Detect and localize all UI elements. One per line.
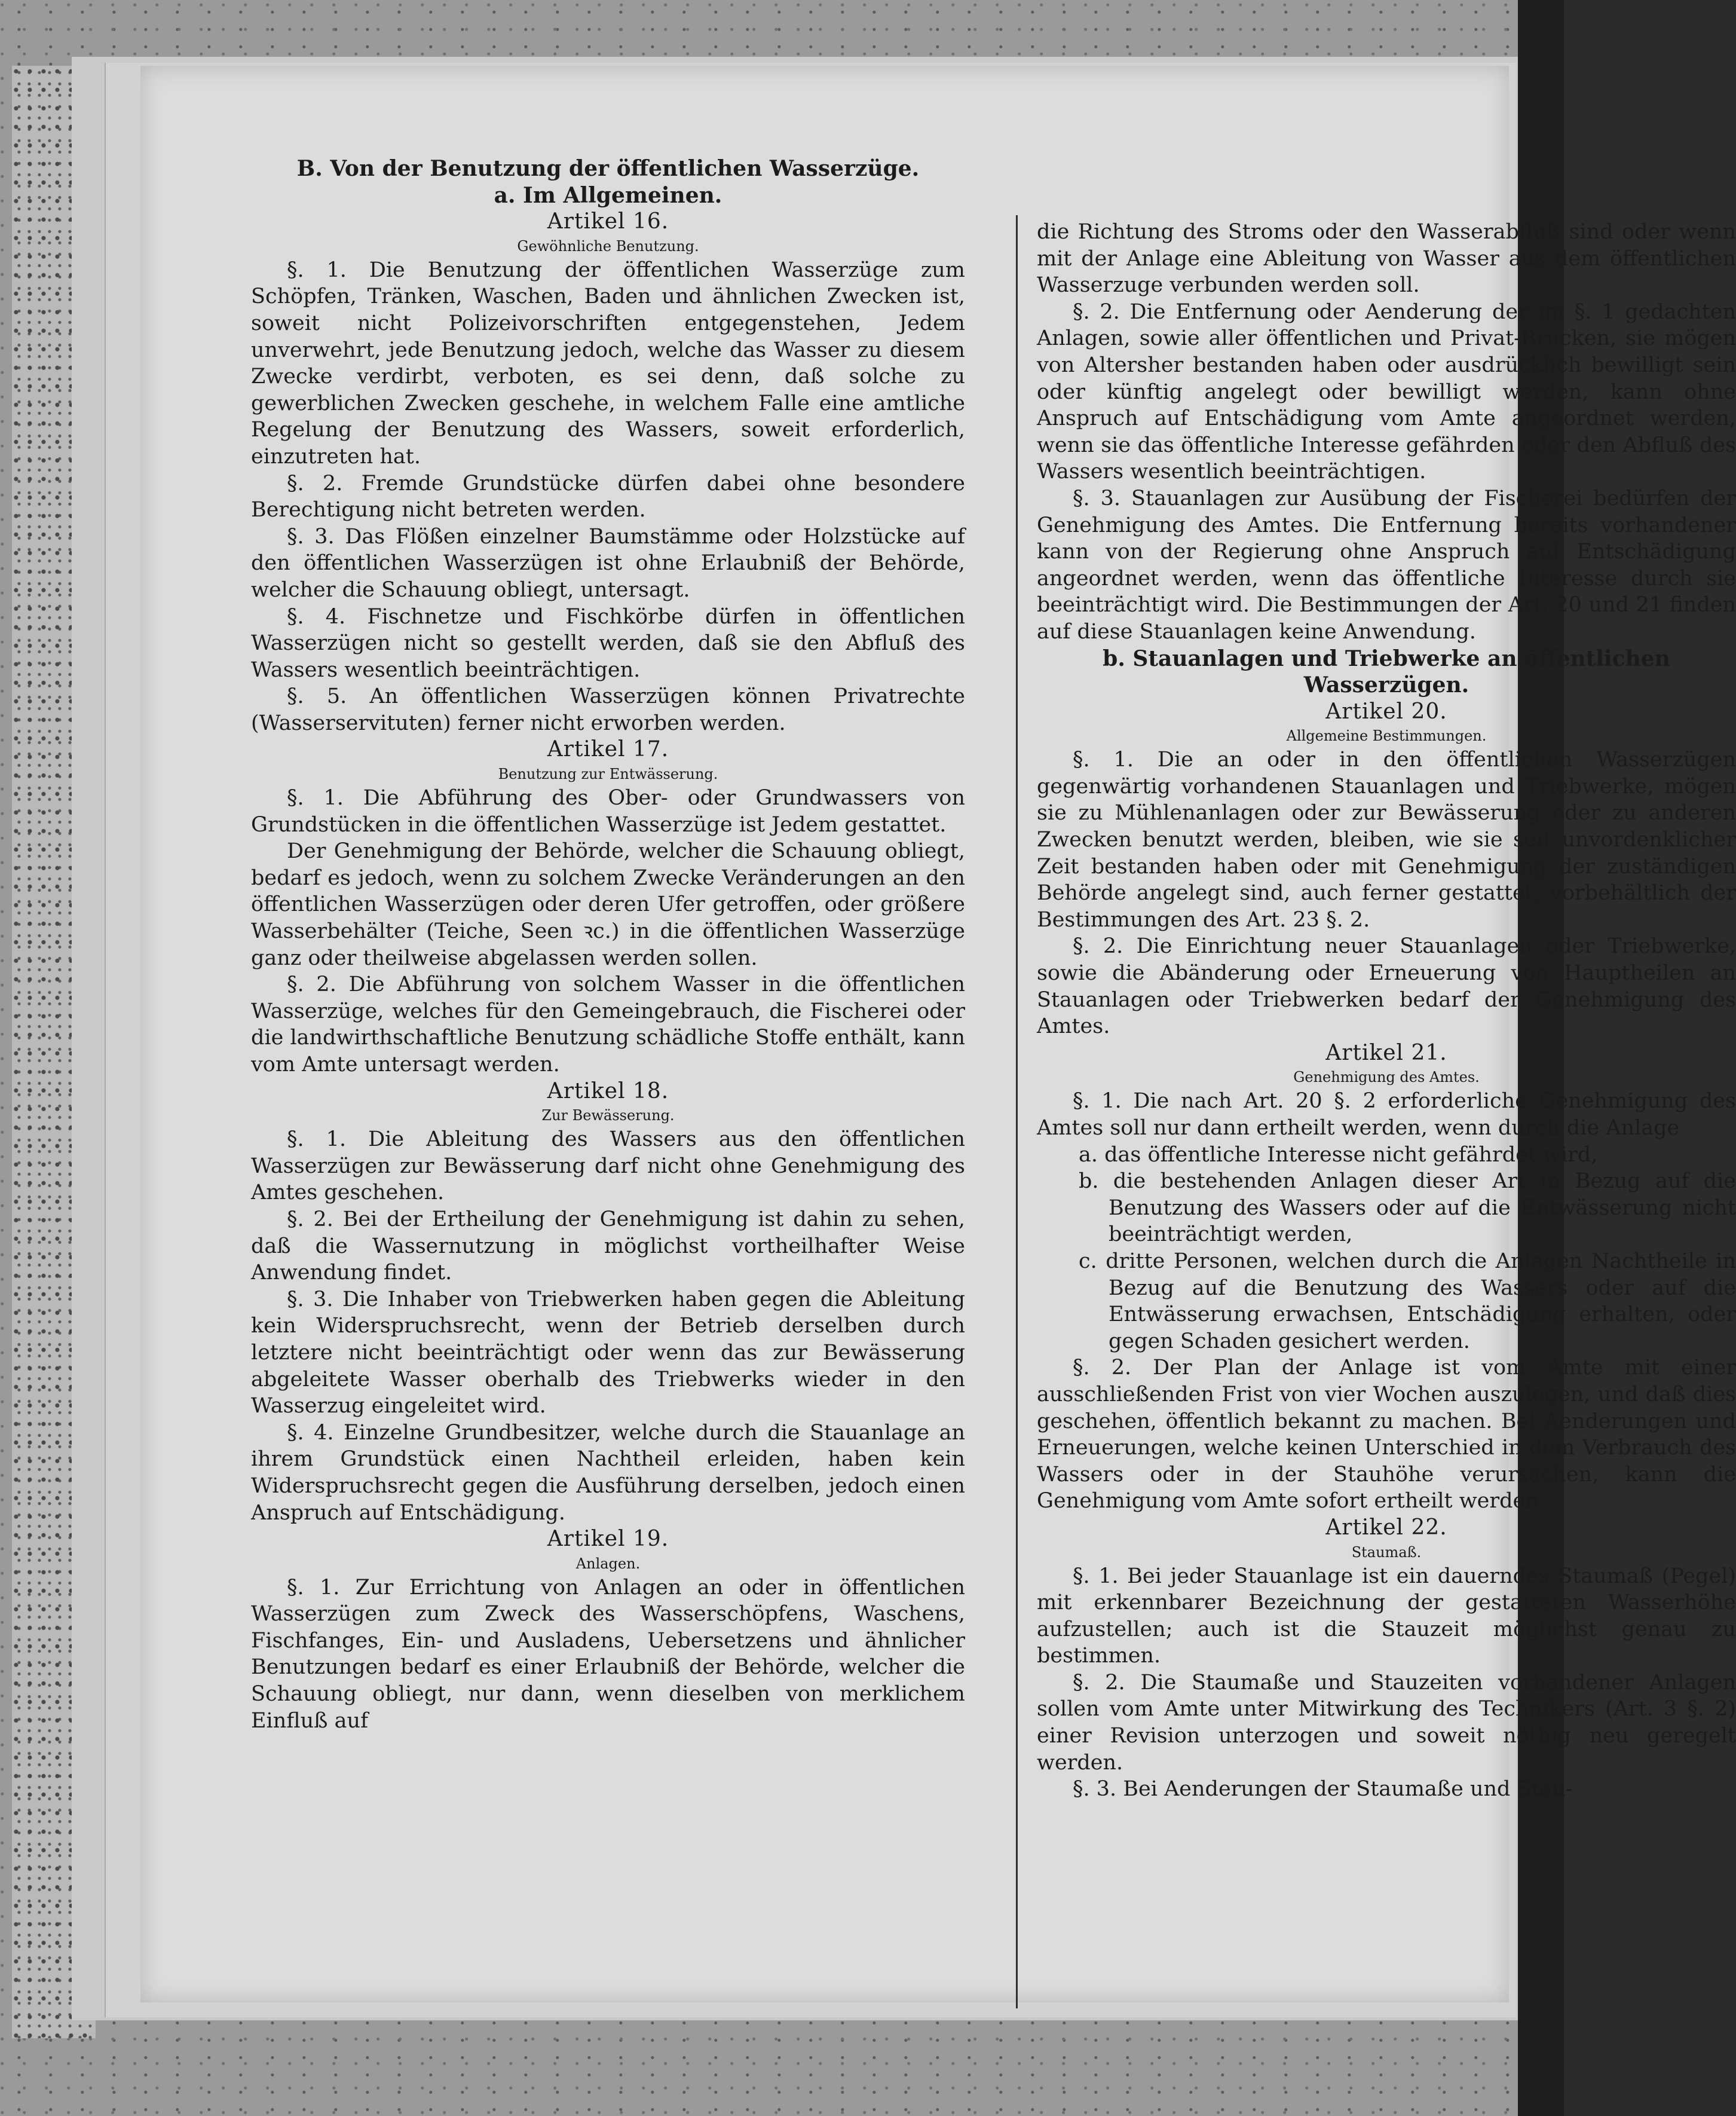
section-heading: b. Stauanlagen und Triebwerke an öffentlichen Wasserzügen. [1103, 646, 1670, 698]
article-subheading: Staumaß. [1351, 1543, 1422, 1561]
paragraph: §. 1. Die Ableitung des Wassers aus den öffentlichen Wasserzügen zur Bewässerung darf nicht ohne Genehmigung des Amtes geschehen. [251, 1127, 965, 1205]
article-subheading: Anlagen. [575, 1555, 641, 1572]
paragraph: §. 2. Bei der Ertheilung der Genehmigung ist dahin zu sehen, daß die Wassernutzung in möglichst vortheilhafter Weise Anwendung findet. [251, 1207, 965, 1285]
list-item: c. dritte Personen, welchen durch die Anlagen Nachtheile in Bezug auf die Benutzung des Wassers oder auf die Entwässerung erwachsen, Entschädigung erhalten, oder gegen Schaden gesichert werden. [1079, 1249, 1736, 1353]
left-text-column [251, 155, 965, 1734]
article-heading: Artikel 20. [1325, 699, 1447, 724]
paragraph: §. 1. Bei jeder Stauanlage ist ein dauerndes Staumaß (Pegel) mit erkennbarer Bezeichnung der gestatteten Wasserhöhe aufzustellen; auch ist die Stauzeit möglichst genau zu bestimmen. [1037, 1564, 1736, 1668]
paragraph: §. 4. Fischnetze und Fischkörbe dürfen in öffentlichen Wasserzügen nicht so gestellt werden, daß sie den Abfluß des Wassers wesentlich beeinträchtigen. [251, 604, 965, 682]
article-subheading: Zur Bewässerung. [541, 1107, 675, 1124]
article-heading: Artikel 21. [1325, 1040, 1447, 1065]
section-heading: a. Im Allgemeinen. [494, 182, 722, 208]
article-heading: Artikel 18. [547, 1078, 669, 1103]
section-heading: B. Von der Benutzung der öffentlichen Wasserzüge. [296, 156, 920, 181]
paragraph: §. 2. Die Entfernung oder Aenderung der im §. 1 gedachten Anlagen, sowie aller öffentlichen und Privat-Brücken, sie mögen von Altersher bestanden haben oder ausdrücklich bewilligt sein oder künftig angelegt oder bewilligt werden, kann ohne Anspruch auf Entschädigung vom Amte angeordnet werden, wenn sie das öffentliche Interesse gefährden oder den Abfluß des Wassers wesentlich beeinträchtigen. [1037, 299, 1736, 484]
paragraph: §. 1. Die Abführung des Ober- oder Grundwassers von Grundstücken in die öffentlichen Wasserzüge ist Jedem gestattet. [251, 786, 965, 837]
article-subheading: Allgemeine Bestimmungen. [1286, 727, 1487, 745]
article-subheading: Benutzung zur Entwässerung. [498, 766, 718, 783]
document-page [140, 66, 1736, 2002]
paragraph: §. 3. Die Inhaber von Triebwerken haben gegen die Ableitung kein Widerspruchsrecht, wenn der Betrieb derselben durch letztere nicht beeinträchtigt oder wenn das zur Bewässerung abgeleitete Wasser oberhalb des Triebwerks wieder in den Wasserzug eingeleitet wird. [251, 1287, 965, 1418]
paragraph: §. 2. Die Abführung von solchem Wasser in die öffentlichen Wasserzüge, welches für den Gemeingebrauch, die Fischerei oder die landwirthschaftliche Benutzung schädliche Stoffe enthält, kann vom Amte untersagt werden. [251, 973, 965, 1077]
article-heading: Artikel 19. [547, 1527, 669, 1552]
paragraph: §. 4. Einzelne Grundbesitzer, welche durch die Stauanlage an ihrem Grundstück einen Nachtheil erleiden, haben kein Widerspruchsrecht gegen die Ausführung derselben, jedoch einen Anspruch auf Entschädigung. [251, 1420, 965, 1525]
article-heading: Artikel 16. [547, 209, 669, 234]
paragraph: §. 1. Zur Errichtung von Anlagen an oder in öffentlichen Wasserzügen zum Zweck des Wasserschöpfens, Waschens, Fischfanges, Ein- und Ausladens, Uebersetzens und ähnlicher Benutzungen bedarf es einer Erlaubniß der Behörde, welcher die Schauung obliegt, nur dann, wenn dieselben von merklichem Einfluß auf [251, 1575, 965, 1733]
paragraph: §. 1. Die an oder in den öffentlichen Wasserzügen gegenwärtig vorhandenen Stauanlagen und Triebwerke, mögen sie zu Mühlenanlagen oder zur Bewässerung oder zu anderen Zwecken benutzt werden, bleiben, wie sie seit unvordenklicher Zeit bestanden haben oder mit Genehmigung der zuständigen Behörde angelegt sind, auch ferner gestattet, vorbehältlich der Bestimmungen des Art. 23 §. 2. [1037, 748, 1736, 932]
article-heading: Artikel 17. [547, 737, 669, 762]
paragraph: §. 1. Die Benutzung der öffentlichen Wasserzüge zum Schöpfen, Tränken, Waschen, Baden und ähnlichen Zwecken ist, soweit nicht Polizeivorschriften entgegenstehen, Jedem unverwehrt, jede Benutzung jedoch, welche das Wasser zu diesem Zwecke verdirbt, verboten, es sei denn, daß solche zu gewerblichen Zwecken geschehe, in welchem Falle eine amtliche Regelung der Benutzung des Wassers, soweit erforderlich, einzutreten hat. [251, 258, 965, 469]
right-text-column [1037, 219, 1736, 1803]
article-subheading: Gewöhnliche Benutzung. [517, 237, 699, 255]
paragraph: §. 3. Stauanlagen zur Ausübung der Fischerei bedürfen der Genehmigung des Amtes. Die Entfernung bereits vorhandener kann von der Regierung ohne Anspruch auf Entschädigung angeordnet werden, wenn das öffentliche Interesse durch sie beeinträchtigt wird. Die Bestimmungen der Art. 20 und 21 finden auf diese Stauanlagen keine Anwendung. [1037, 486, 1736, 644]
paragraph: §. 5. An öffentlichen Wasserzügen können Privatrechte (Wasserservituten) ferner nicht erworben werden. [251, 684, 965, 735]
paragraph: §. 2. Fremde Grundstücke dürfen dabei ohne besondere Berechtigung nicht betreten werden. [251, 471, 965, 522]
list-item: b. die bestehenden Anlagen dieser Art in Bezug auf die Benutzung des Wassers oder auf die Entwässerung nicht beeinträchtigt werden, [1079, 1169, 1736, 1247]
paragraph: §. 2. Der Plan der Anlage ist vom Amte mit einer ausschließenden Frist von vier Wochen auszulegen, und daß dies geschehen, öffentlich bekannt zu machen. Bei Aenderungen und Erneuerungen, welche keinen Unterschied in dem Verbrauch des Wassers oder in der Stauhöhe verursachen, kann die Genehmigung vom Amte sofort ertheilt werden. [1037, 1356, 1736, 1513]
paragraph: §. 3. Bei Aenderungen der Staumaße und Stau- [1073, 1777, 1573, 1802]
paragraph: Der Genehmigung der Behörde, welcher die Schauung obliegt, bedarf es jedoch, wenn zu solchem Zwecke Veränderungen an den öffentlichen Wasserzügen oder deren Ufer getroffen, oder größere Wasserbehälter (Teiche, Seen ꝛc.) in die öffentlichen Wasserzüge ganz oder theilweise abgelassen werden sollen. [251, 839, 965, 970]
list-item: a. das öffentliche Interesse nicht gefährdet wird, [1079, 1142, 1598, 1167]
paragraph: die Richtung des Stroms oder den Wasserabfluß sind oder wenn mit der Anlage eine Ableitung von Wasser aus dem öffentlichen Wasserzuge verbunden werden soll. [1037, 220, 1736, 298]
paragraph: §. 3. Das Flößen einzelner Baumstämme oder Holzstücke auf den öffentlichen Wasserzügen ist ohne Erlaubniß der Behörde, welcher die Schauung obliegt, untersagt. [251, 524, 965, 602]
paragraph: §. 2. Die Staumaße und Stauzeiten vorhandener Anlagen sollen vom Amte unter Mitwirkung des Technikers (Art. 3 §. 2) einer Revision unterzogen und soweit nöthig neu geregelt werden. [1037, 1670, 1736, 1775]
column-divider [1016, 215, 1018, 2008]
paragraph: §. 1. Die nach Art. 20 §. 2 erforderliche Genehmigung des Amtes soll nur dann ertheilt werden, wenn durch die Anlage [1037, 1089, 1736, 1140]
article-subheading: Genehmigung des Amtes. [1293, 1069, 1480, 1086]
article-heading: Artikel 22. [1325, 1515, 1447, 1540]
paragraph: §. 2. Die Einrichtung neuer Stauanlagen oder Triebwerke, sowie die Abänderung oder Erneuerung von Hauptheilen an Stauanlagen oder Triebwerken bedarf der Genehmigung des Amtes. [1037, 934, 1736, 1039]
